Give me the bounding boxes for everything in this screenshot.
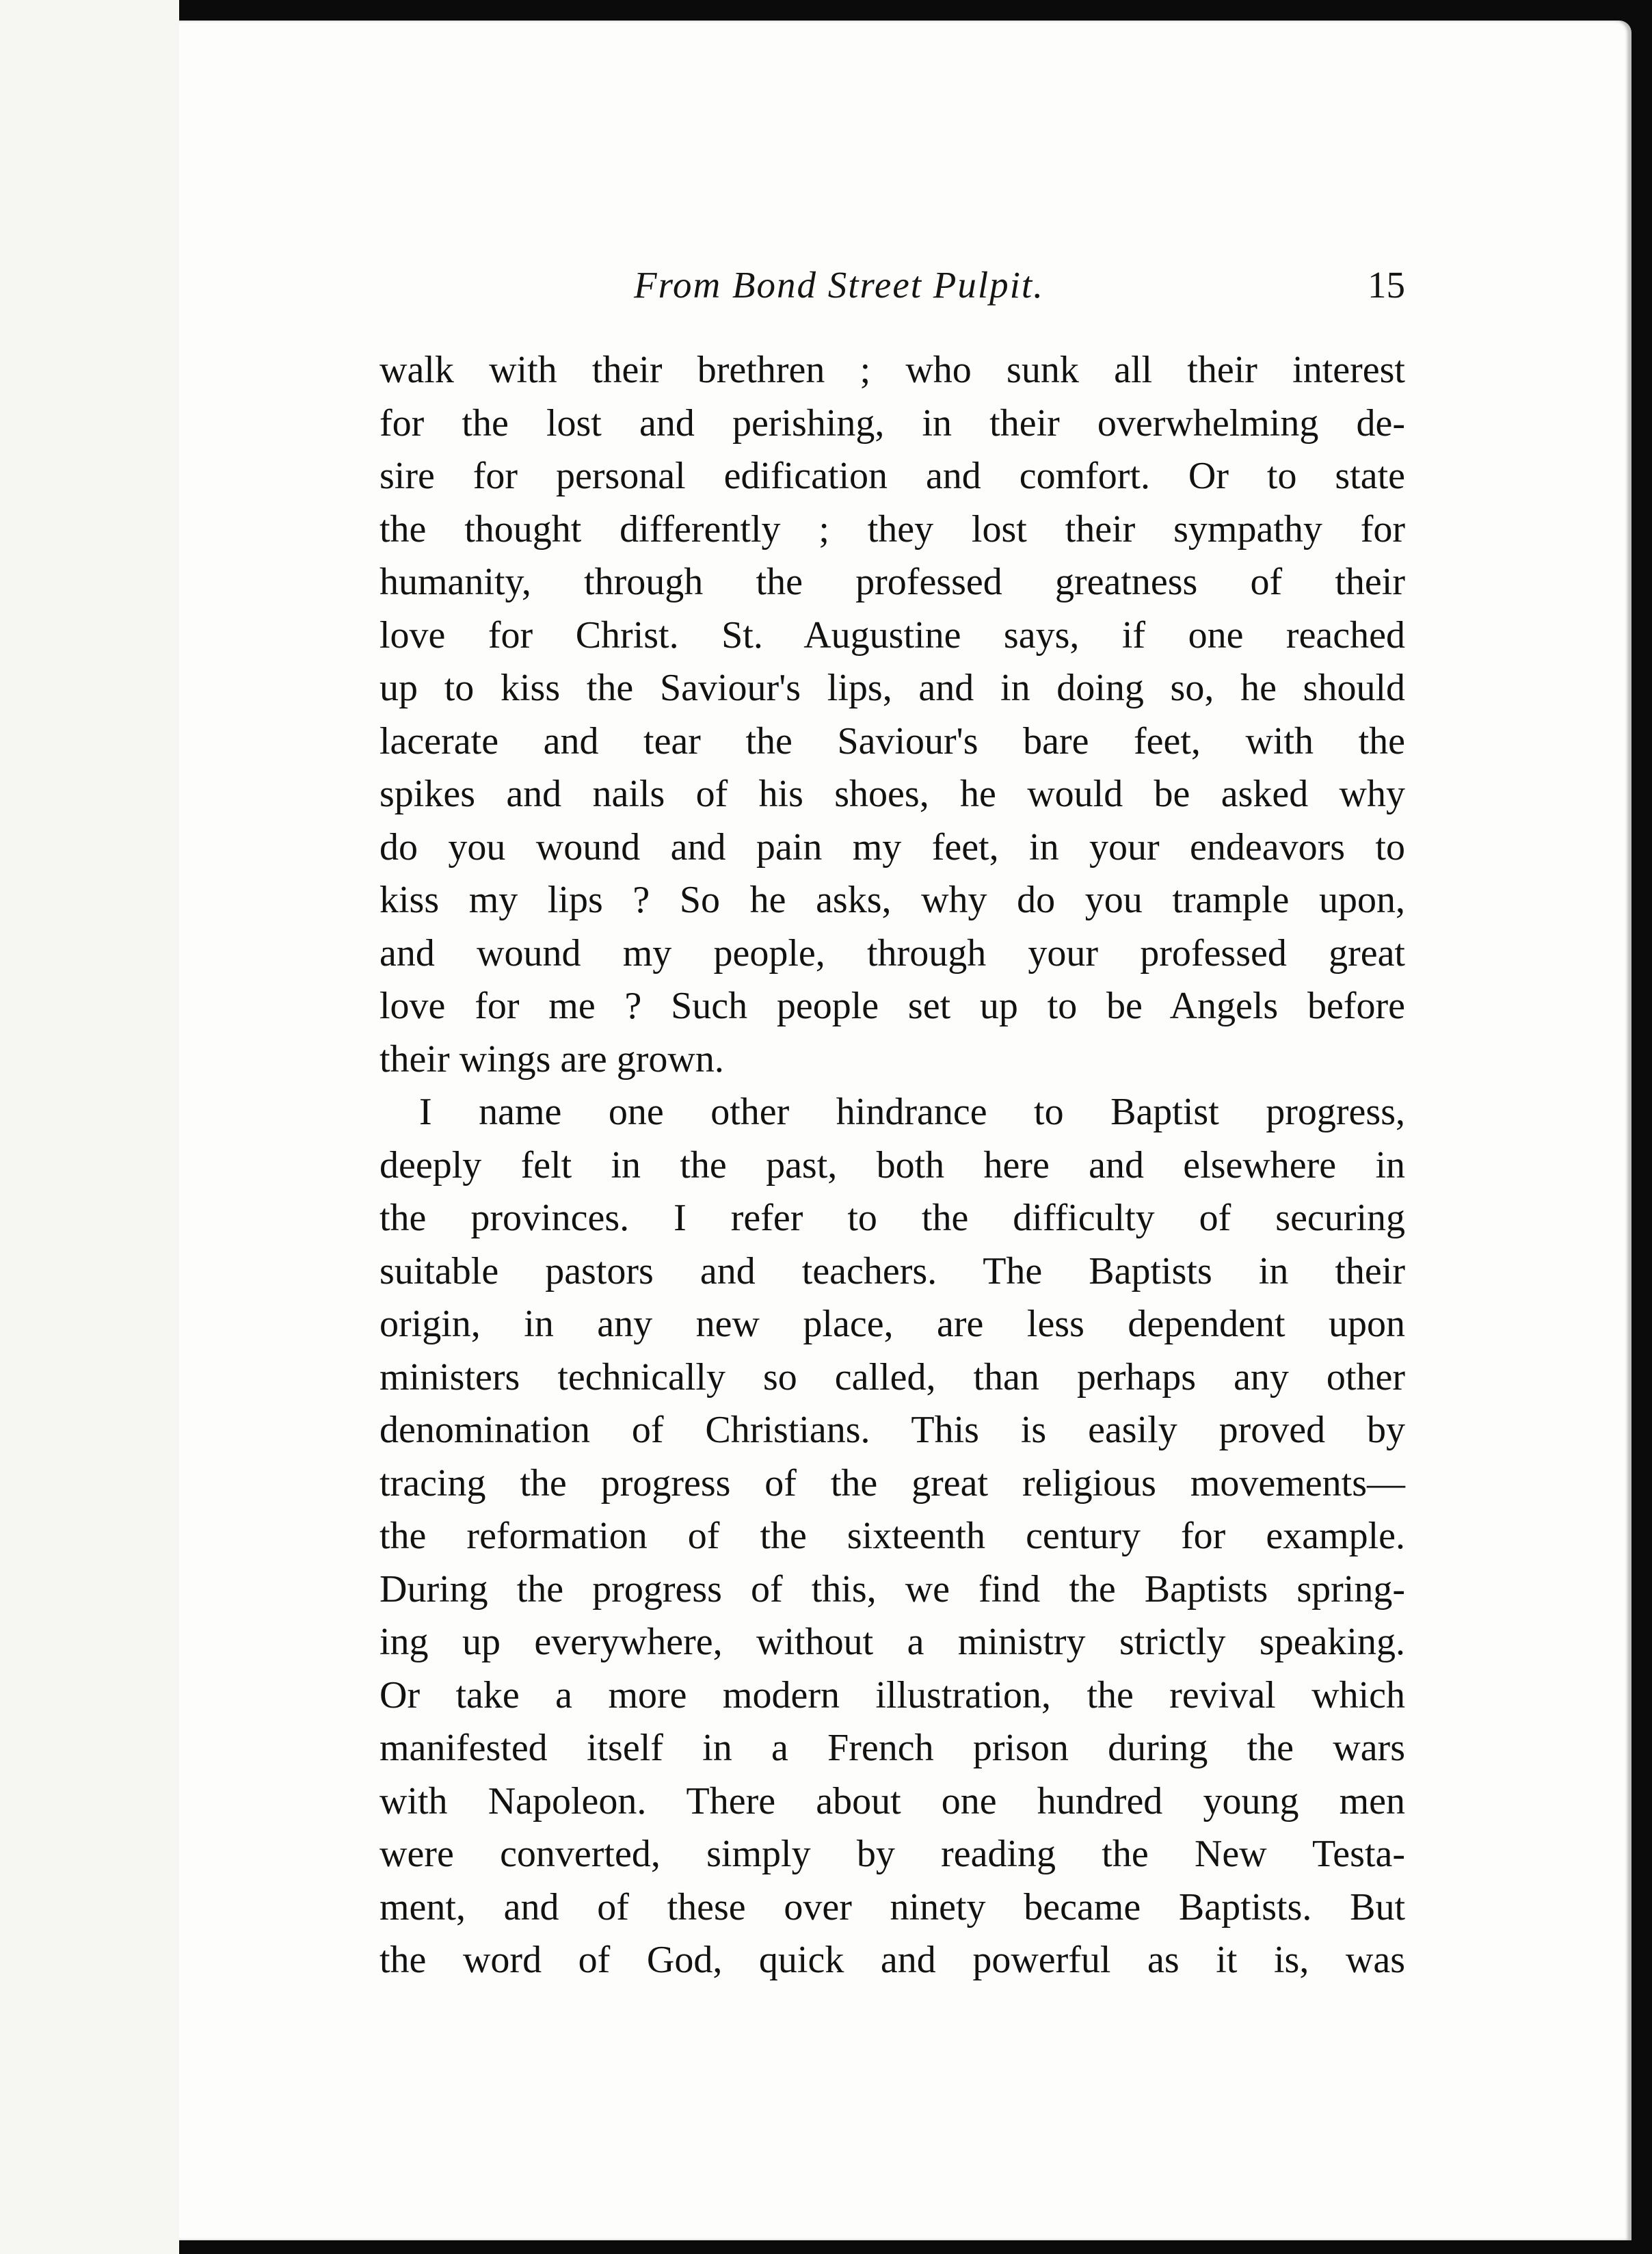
- text-line: manifested itself in a French prison during the wars: [379, 1727, 1405, 1769]
- text-line: origin, in any new place, are less dependent upon: [379, 1303, 1405, 1345]
- text-line: and wound my people, through your professed great: [379, 931, 1405, 974]
- text-line: for the lost and perishing, in their overwhelming de-: [379, 401, 1405, 445]
- text-line: with Napoleon. There about one hundred young men: [379, 1779, 1405, 1822]
- text-line: ment, and of these over ninety became Baptists. But: [379, 1885, 1405, 1928]
- text-line: the reformation of the sixteenth century for example.: [379, 1515, 1405, 1557]
- binding-stitch-marks: [0, 0, 179, 2254]
- text-line: ministers technically so called, than perhaps any other: [379, 1355, 1405, 1398]
- text-line: Or take a more modern illustration, the revival which: [379, 1673, 1405, 1716]
- page-number: 15: [1368, 264, 1405, 306]
- text-line: tracing the progress of the great religious movements—: [379, 1461, 1405, 1504]
- paragraph-end-line: their wings are grown.: [379, 1037, 724, 1080]
- text-line: walk with their brethren ; who sunk all their interest: [379, 349, 1405, 391]
- text-line: up to kiss the Saviour's lips, and in doing so, he should: [379, 667, 1405, 709]
- running-title: From Bond Street Pulpit.: [634, 264, 1044, 306]
- text-line: the thought differently ; they lost their sympathy for: [379, 507, 1405, 551]
- text-line: suitable pastors and teachers. The Baptists in their: [379, 1249, 1405, 1292]
- text-line: sire for personal edification and comfort. Or to state: [379, 455, 1405, 497]
- text-line: lacerate and tear the Saviour's bare feet, with the: [379, 719, 1405, 763]
- paragraph-start-line: I name one other hindrance to Baptist progress,: [419, 1091, 1405, 1133]
- text-line: humanity, through the professed greatness of their: [379, 561, 1405, 603]
- text-line: denomination of Christians. This is easily proved by: [379, 1409, 1405, 1451]
- text-line: During the progress of this, we find the Baptists spring-: [379, 1567, 1405, 1610]
- text-line: love for me ? Such people set up to be Angels before: [379, 985, 1405, 1027]
- text-line: kiss my lips ? So he asks, why do you trample upon,: [379, 879, 1405, 921]
- text-line: do you wound and pain my feet, in your endeavors to: [379, 825, 1405, 869]
- body-text: [379, 344, 1405, 1987]
- text-line: love for Christ. St. Augustine says, if one reached: [379, 613, 1405, 657]
- binding-gutter: [0, 0, 179, 2254]
- page-header: [379, 263, 1405, 318]
- text-line: were converted, simply by reading the New Testa-: [379, 1833, 1405, 1875]
- text-line: ing up everywhere, without a ministry strictly speaking.: [379, 1621, 1405, 1663]
- text-line: deeply felt in the past, both here and elsewhere in: [379, 1143, 1405, 1186]
- text-line: the provinces. I refer to the difficulty of securing: [379, 1197, 1405, 1239]
- text-line: the word of God, quick and powerful as it is, was: [379, 1939, 1405, 1981]
- text-line: spikes and nails of his shoes, he would be asked why: [379, 773, 1405, 815]
